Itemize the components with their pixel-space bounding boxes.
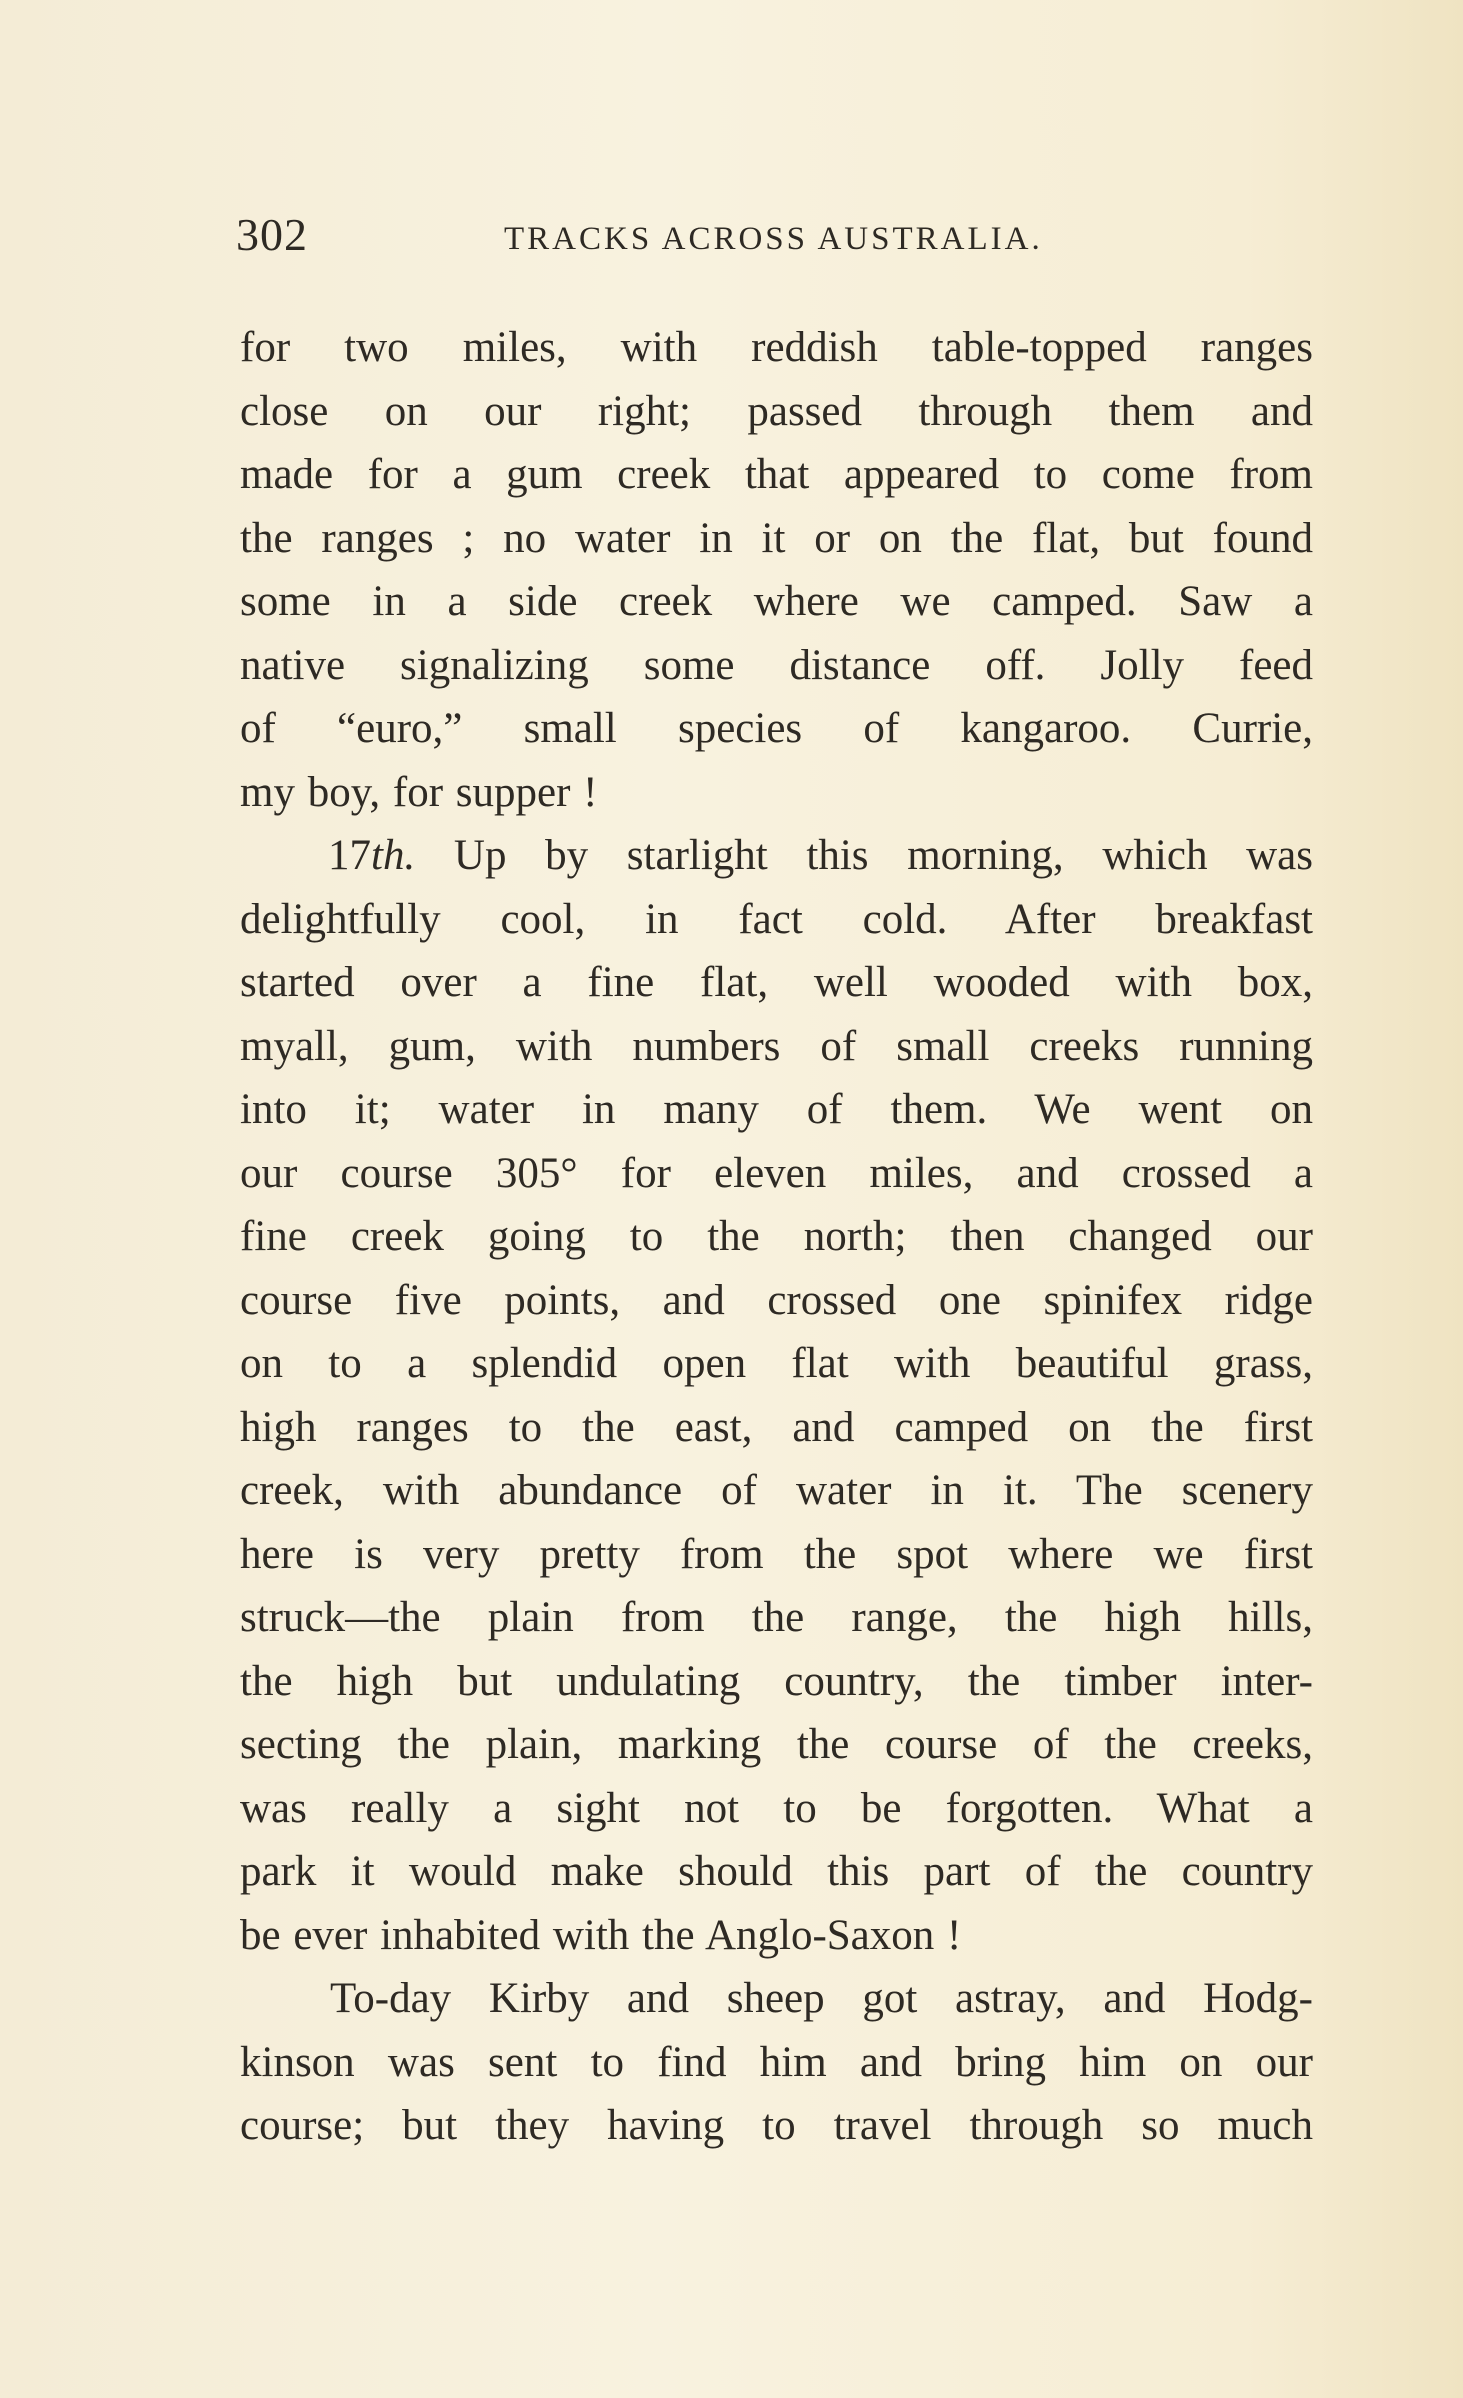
- entry-date-text: Up by starlight this morning, which was: [453, 832, 1314, 879]
- text-line: myall, gum, with numbers of small creeks running: [240, 1022, 1313, 1070]
- text-line: native signalizing some distance off. Jolly feed: [240, 641, 1313, 689]
- text-line: delightfully cool, in fact cold. After breakfast: [240, 895, 1313, 943]
- running-head: TRACKS ACROSS AUSTRALIA.: [504, 221, 1043, 257]
- text-line: my boy, for supper !: [240, 768, 598, 816]
- text-line: kinson was sent to find him and bring him on our: [240, 2038, 1313, 2086]
- page-number: 302: [236, 209, 308, 260]
- text-line: our course 305° for eleven miles, and crossed a: [240, 1149, 1313, 1197]
- text-line: for two miles, with reddish table-topped ranges: [240, 324, 1313, 371]
- text-line: park it would make should this part of the country: [240, 1848, 1313, 1895]
- text-line: here is very pretty from the spot where we first: [240, 1530, 1313, 1578]
- text-line: of “euro,” small species of kangaroo. Currie,: [240, 705, 1313, 752]
- text-line: was really a sight not to be forgotten. What a: [240, 1784, 1313, 1832]
- entry-date-number: 17: [328, 832, 371, 879]
- text-line: started over a fine flat, well wooded with box,: [240, 959, 1313, 1006]
- text-line: be ever inhabited with the Anglo-Saxon !: [240, 1911, 962, 1959]
- entry-date: [328, 832, 415, 879]
- entry-date-suffix: th.: [371, 832, 416, 879]
- text-line: some in a side creek where we camped. Saw a: [240, 578, 1313, 625]
- text-line: struck—the plain from the range, the high hills,: [240, 1594, 1313, 1641]
- text-line: secting the plain, marking the course of the creeks,: [240, 1721, 1313, 1768]
- text-line: the high but undulating country, the timber inter-: [240, 1657, 1313, 1705]
- text-line: the ranges ; no water in it or on the flat, but found: [240, 514, 1313, 562]
- text-line: made for a gum creek that appeared to come from: [240, 451, 1313, 498]
- text-line: on to a splendid open flat with beautiful grass,: [240, 1340, 1313, 1387]
- text-line: course; but they having to travel through so much: [240, 2102, 1313, 2149]
- text-line: into it; water in many of them. We went on: [240, 1086, 1313, 1133]
- text-line: creek, with abundance of water in it. The scenery: [240, 1467, 1313, 1514]
- text-line: To-day Kirby and sheep got astray, and Hodg-: [330, 1975, 1313, 2022]
- dated-entry-line: [240, 824, 1313, 888]
- body-text: [240, 316, 1313, 2158]
- text-line: close on our right; passed through them and: [240, 387, 1313, 435]
- text-line: course five points, and crossed one spinifex ridge: [240, 1276, 1313, 1324]
- text-line: fine creek going to the north; then changed our: [240, 1213, 1313, 1260]
- text-line: high ranges to the east, and camped on the first: [240, 1403, 1313, 1451]
- page-header: [236, 205, 1316, 265]
